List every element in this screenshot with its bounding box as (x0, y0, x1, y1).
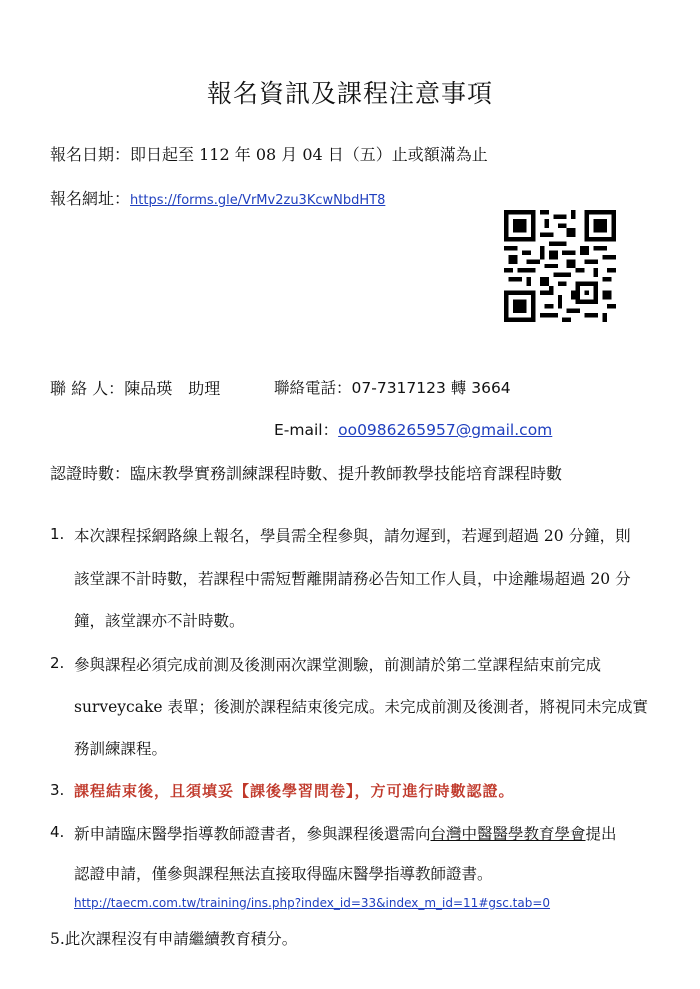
registration-url-row (50, 186, 385, 209)
certification-row (50, 461, 562, 484)
contact-email-row (274, 418, 552, 440)
item-1-line-2: 該堂課不計時數，若課程中需短暫離開請務必告知工作人員，中途離場超過 20 分 (74, 570, 631, 588)
item-2-line-3: 務訓練課程。 (74, 740, 168, 758)
contact-name: 陳品瑛 助理 (124, 379, 221, 398)
certification-label: 認證時數： (50, 464, 131, 483)
item-4-number: 4. (50, 823, 65, 841)
contact-phone-row (274, 376, 511, 398)
registration-date-label: 報名日期： (50, 145, 131, 164)
contact-person-row (50, 376, 220, 399)
item-1-line-3: 鐘，該堂課亦不計時數。 (74, 612, 245, 630)
contact-email-link[interactable]: oo0986265957@gmail.com (338, 421, 553, 439)
item-2-number: 2. (50, 654, 65, 672)
item-2-line-1: 參與課程必須完成前測及後測兩次課堂測驗，前測請於第二堂課程結束前完成 (74, 656, 602, 674)
item-5: 5.此次課程沒有申請繼續教育積分。 (50, 930, 298, 948)
item-4-line-2: 認證申請，僅參與課程無法直接取得臨床醫學指導教師證書。 (74, 865, 493, 883)
registration-url-link[interactable]: https://forms.gle/VrMv2zu3KcwNbdHT8 (130, 193, 386, 208)
contact-phone-label: 聯絡電話： (274, 379, 352, 397)
certification-value: 臨床教學實務訓練課程時數、提升教師教學技能培育課程時數 (130, 464, 563, 483)
item-3-number: 3. (50, 781, 65, 799)
registration-date-value: 即日起至 112 年 08 月 04 日（五）止或額滿為止 (130, 145, 488, 164)
item-4-line-1 (74, 822, 617, 844)
registration-url-label: 報名網址： (50, 189, 131, 208)
item-3-emphasis: 課程結束後，且須填妥【課後學習問卷】，方可進行時數認證。 (74, 782, 515, 800)
qr-code-icon (498, 210, 622, 322)
item-1-line-1: 本次課程採網路線上報名，學員需全程參與，請勿遲到，若遲到超過 20 分鐘，則 (74, 527, 631, 545)
contact-label: 聯 絡 人： (50, 379, 125, 398)
item-4-text-post: 提出 (585, 825, 617, 843)
registration-date-row (50, 142, 488, 165)
item-4-url-link[interactable]: http://taecm.com.tw/training/ins.php?index_id=33&index_m_id=11#gsc.tab=0 (74, 896, 551, 910)
contact-phone: 07-7317123 轉 3664 (351, 379, 511, 397)
item-4-organization: 台灣中醫醫學教育學會 (430, 825, 586, 843)
contact-email-label: E-mail： (274, 421, 339, 439)
item-2-line-2: surveycake 表單；後測於課程結束後完成。未完成前測及後測者，將視同未完成實 (74, 698, 648, 716)
item-1-number: 1. (50, 525, 65, 543)
item-4-text-pre: 新申請臨床醫學指導教師證書者，參與課程後還需向 (74, 825, 431, 843)
page-title: 報名資訊及課程注意事項 (206, 79, 493, 108)
